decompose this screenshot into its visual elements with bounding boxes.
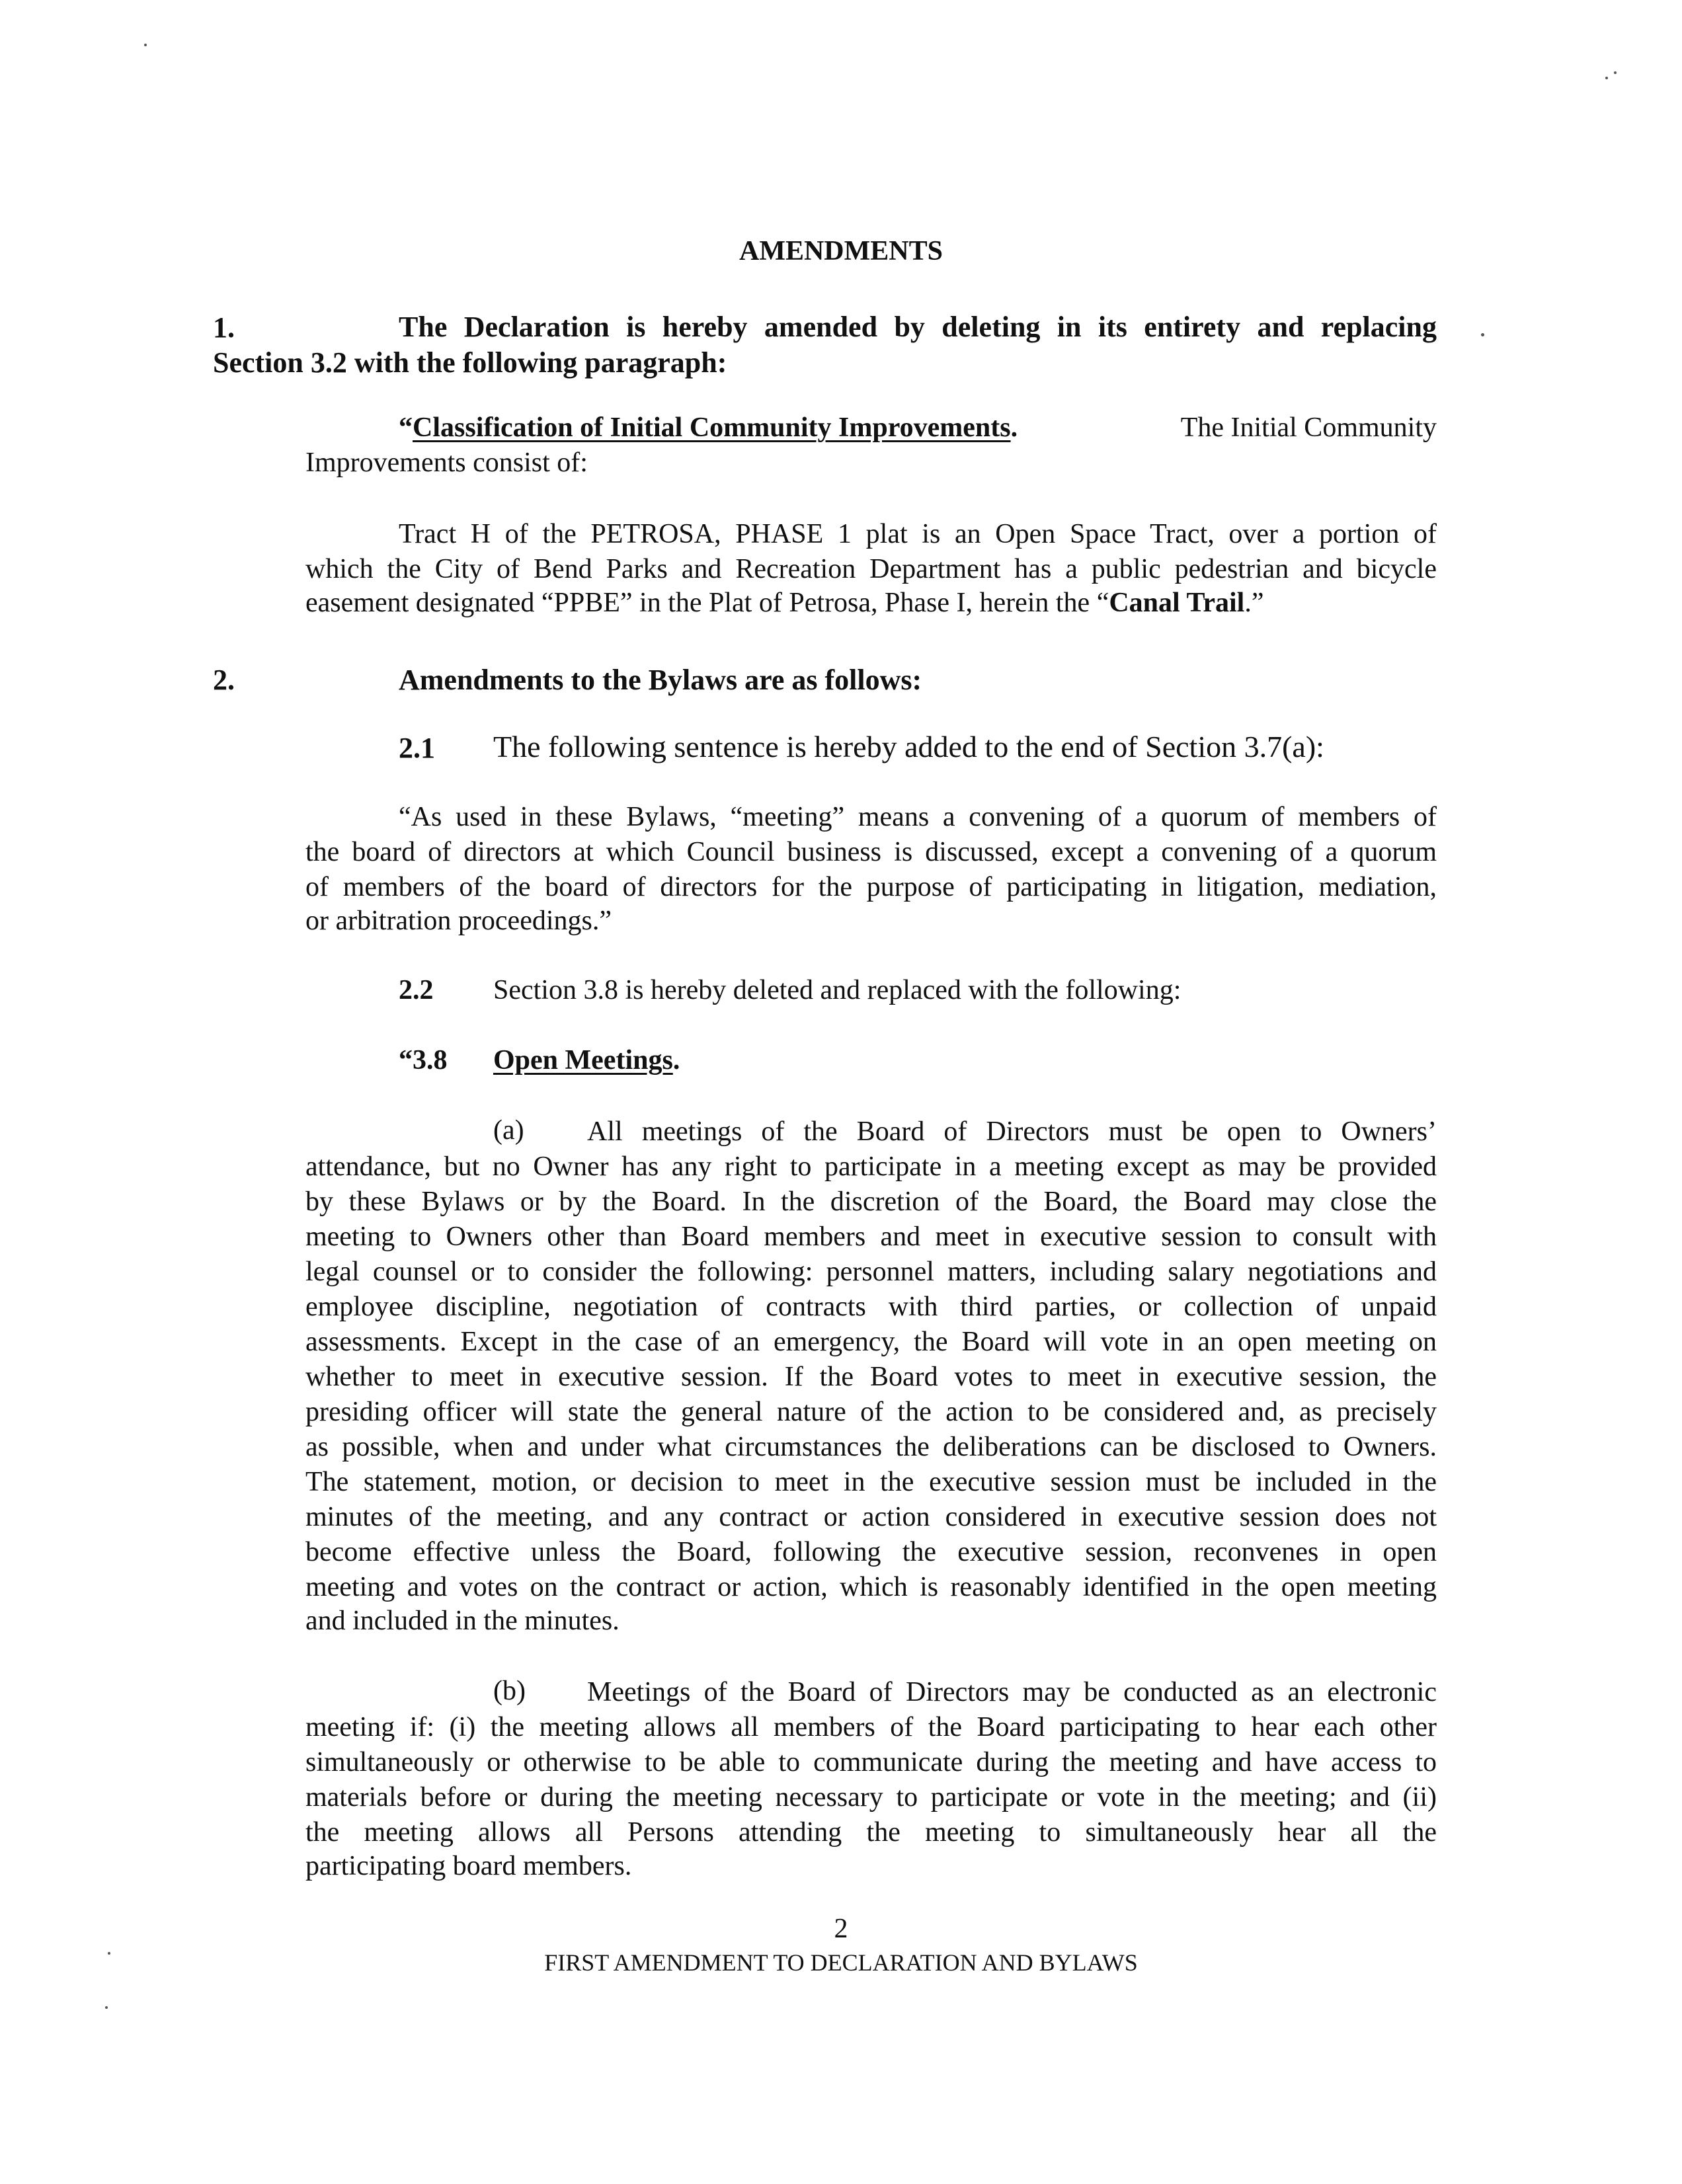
classification-heading: Classification of Initial Community Improvements xyxy=(413,412,1011,443)
para-a-line-11: The statement, motion, or decision to meet in the executive session must be included in the xyxy=(305,1467,1437,1497)
para-a-line-12: minutes of the meeting, and any contract or action considered in executive session does not xyxy=(305,1502,1437,1532)
para-b-line-3: simultaneously or otherwise to be able to communicate during the meeting and have access to xyxy=(305,1747,1437,1777)
para-a-line-7: assessments. Except in the case of an emergency, the Board will vote in an open meeting on xyxy=(305,1327,1437,1357)
para-a-line-14: meeting and votes on the contract or action, which is reasonably identified in the open meeting xyxy=(305,1572,1437,1602)
tract-line-3 xyxy=(305,587,1263,619)
quote-2-1-line-3: of members of the board of directors for the purpose of participating in litigation, mediation, xyxy=(305,872,1437,902)
section-3-8-number: “3.8 xyxy=(399,1045,448,1075)
tract-line-2: which the City of Bend Parks and Recreation Department has a public pedestrian and bicycle xyxy=(305,554,1437,584)
open-meetings-heading: Open Meetings xyxy=(493,1045,673,1075)
quote-2-1-line-4: or arbitration proceedings.” xyxy=(305,906,612,936)
sub-2-1-number: 2.1 xyxy=(399,732,435,764)
para-b-label: (b) xyxy=(493,1676,526,1706)
sub-2-1-text: The following sentence is hereby added to the end of Section 3.7(a): xyxy=(493,730,1324,763)
scan-speck xyxy=(105,2006,108,2009)
para-b-line-1: Meetings of the Board of Directors may be conducted as an electronic xyxy=(587,1677,1437,1707)
footer-caption: FIRST AMENDMENT TO DECLARATION AND BYLAWS xyxy=(544,1949,1138,1976)
para-b-line-6: participating board members. xyxy=(305,1851,632,1881)
classification-line-1-rest: The Initial Community xyxy=(1180,412,1437,443)
page-title: AMENDMENTS xyxy=(739,236,943,266)
item-2-number: 2. xyxy=(213,664,235,696)
para-a-line-2: attendance, but no Owner has any right to participate in a meeting except as may be provided xyxy=(305,1151,1437,1182)
section-3-8-heading-line xyxy=(493,1044,680,1076)
para-a-label: (a) xyxy=(493,1115,524,1146)
para-a-line-4: meeting to Owners other than Board members and meet in executive session to consult with xyxy=(305,1222,1437,1252)
para-a-line-5: legal counsel or to consider the following: personnel matters, including salary negotiations and xyxy=(305,1257,1437,1287)
classification-line-2: Improvements consist of: xyxy=(305,448,588,478)
para-a-line-10: as possible, when and under what circumstances the deliberations can be disclosed to Owners. xyxy=(305,1432,1437,1462)
page-number: 2 xyxy=(834,1914,848,1944)
scan-speck xyxy=(1481,333,1484,336)
open-meetings-period: . xyxy=(672,1045,680,1075)
quote-2-1-line-2: the board of directors at which Council business is discussed, except a convening of a quorum xyxy=(305,837,1437,867)
item-1-line-1: The Declaration is hereby amended by deleting in its entirety and replacing xyxy=(399,311,1437,343)
para-a-line-3: by these Bylaws or by the Board. In the discretion of the Board, the Board may close the xyxy=(305,1187,1437,1217)
tract-line-3-start: easement designated “PPBE” in the Plat of Petrosa, Phase I, herein the “ xyxy=(305,588,1109,618)
para-a-line-8: whether to meet in executive session. If the Board votes to meet in executive session, the xyxy=(305,1362,1437,1392)
open-quote: “ xyxy=(399,412,413,443)
scan-speck xyxy=(1605,77,1608,79)
para-a-line-6: employee discipline, negotiation of contracts with third parties, or collection of unpaid xyxy=(305,1292,1437,1322)
tract-line-3-end: .” xyxy=(1244,588,1264,618)
sub-2-2-text: Section 3.8 is hereby deleted and replaced with the following: xyxy=(493,975,1181,1005)
sub-2-2-number: 2.2 xyxy=(399,975,434,1005)
heading-period: . xyxy=(1010,412,1018,443)
para-a-line-15: and included in the minutes. xyxy=(305,1606,620,1636)
para-a-line-9: presiding officer will state the general nature of the action to be considered and, as precisely xyxy=(305,1397,1437,1427)
item-1-line-2: Section 3.2 with the following paragraph: xyxy=(213,346,727,379)
item-1-number: 1. xyxy=(213,311,235,344)
para-b-line-5: the meeting allows all Persons attending the meeting to simultaneously hear all the xyxy=(305,1817,1437,1848)
classification-line-1 xyxy=(399,412,1018,444)
scan-speck xyxy=(1614,71,1617,74)
tract-line-1: Tract H of the PETROSA, PHASE 1 plat is an Open Space Tract, over a portion of xyxy=(399,519,1437,549)
para-b-line-2: meeting if: (i) the meeting allows all members of the Board participating to hear each other xyxy=(305,1712,1437,1742)
para-b-line-4: materials before or during the meeting necessary to participate or vote in the meeting; and (ii) xyxy=(305,1782,1437,1813)
quote-2-1-line-1: “As used in these Bylaws, “meeting” means a convening of a quorum of members of xyxy=(399,802,1437,832)
para-a-line-13: become effective unless the Board, following the executive session, reconvenes in open xyxy=(305,1537,1437,1567)
item-2-heading: Amendments to the Bylaws are as follows: xyxy=(399,664,922,696)
para-a-line-1: All meetings of the Board of Directors must be open to Owners’ xyxy=(587,1116,1437,1147)
canal-trail-term: Canal Trail xyxy=(1109,588,1245,618)
scan-speck xyxy=(144,44,147,46)
